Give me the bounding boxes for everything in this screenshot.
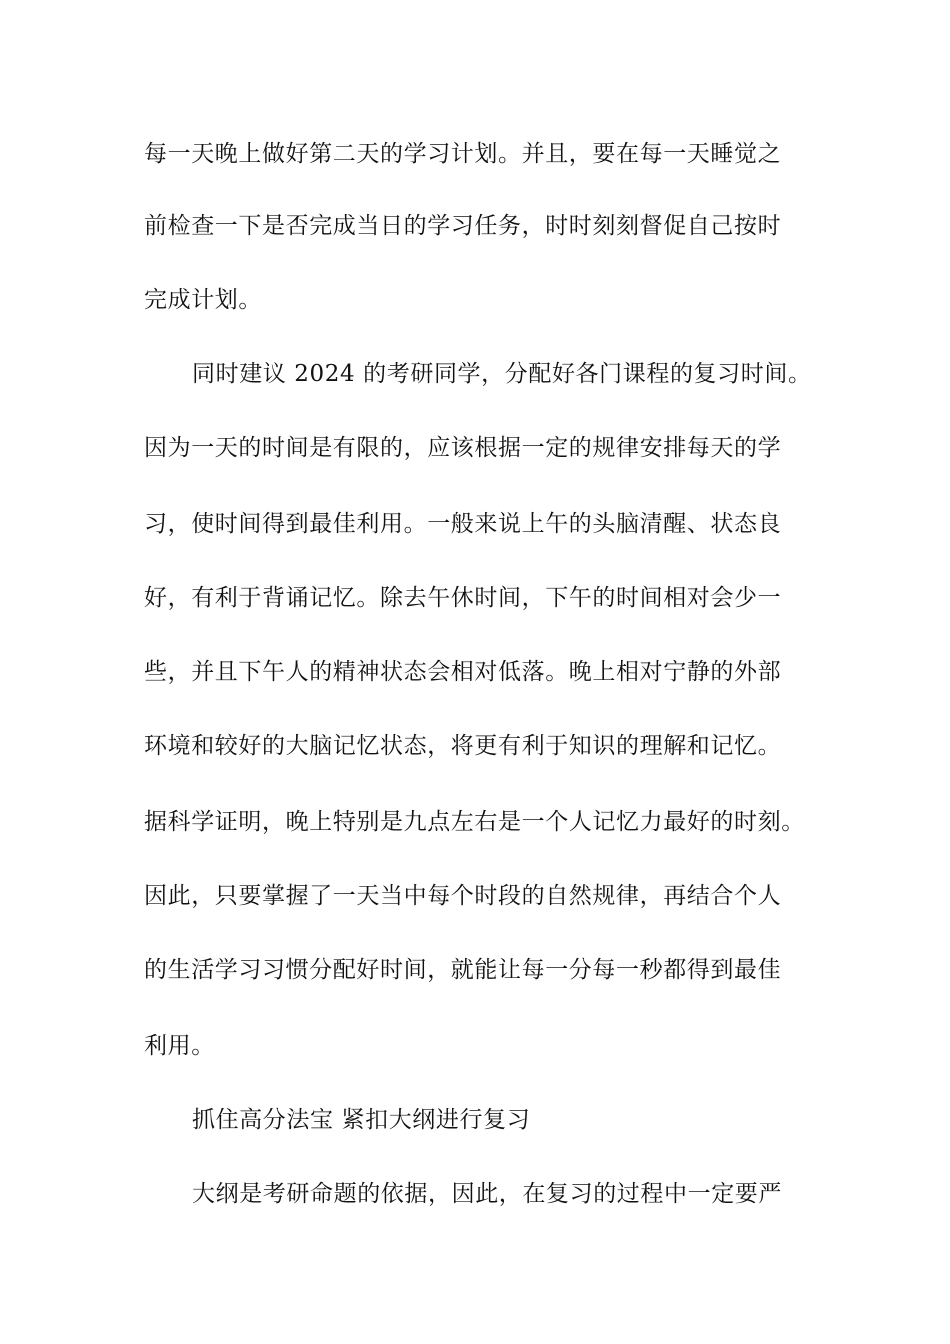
paragraph-line: 前检查一下是否完成当日的学习任务，时时刻刻督促自己按时	[144, 213, 782, 239]
paragraph-line: 因此，只要掌握了一天当中每个时段的自然规律，再结合个人	[144, 883, 782, 909]
paragraph-line: 好，有利于背诵记忆。除去午休时间，下午的时间相对会少一	[144, 585, 782, 611]
paragraph-line: 利用。	[144, 1033, 215, 1059]
paragraph-line: 因为一天的时间是有限的，应该根据一定的规律安排每天的学	[144, 435, 782, 461]
paragraph-line: 的生活学习习惯分配好时间，就能让每一分每一秒都得到最佳	[144, 957, 782, 983]
section-heading: 抓住高分法宝 紧扣大纲进行复习	[192, 1107, 531, 1133]
paragraph-line: 完成计划。	[144, 287, 262, 313]
paragraph-line: 据科学证明，晚上特别是九点左右是一个人记忆力最好的时刻。	[144, 809, 805, 835]
paragraph-line: 每一天晚上做好第二天的学习计划。并且，要在每一天睡觉之	[144, 141, 782, 167]
paragraph-line: 环境和较好的大脑记忆状态，将更有利于知识的理解和记忆。	[144, 733, 782, 759]
paragraph-line: 些，并且下午人的精神状态会相对低落。晚上相对宁静的外部	[144, 659, 782, 685]
paragraph-line: 大纲是考研命题的依据，因此，在复习的过程中一定要严	[192, 1181, 782, 1207]
paragraph-line: 习，使时间得到最佳利用。一般来说上午的头脑清醒、状态良	[144, 511, 782, 537]
paragraph-line: 同时建议 2024 的考研同学，分配好各门课程的复习时间。	[192, 361, 812, 387]
